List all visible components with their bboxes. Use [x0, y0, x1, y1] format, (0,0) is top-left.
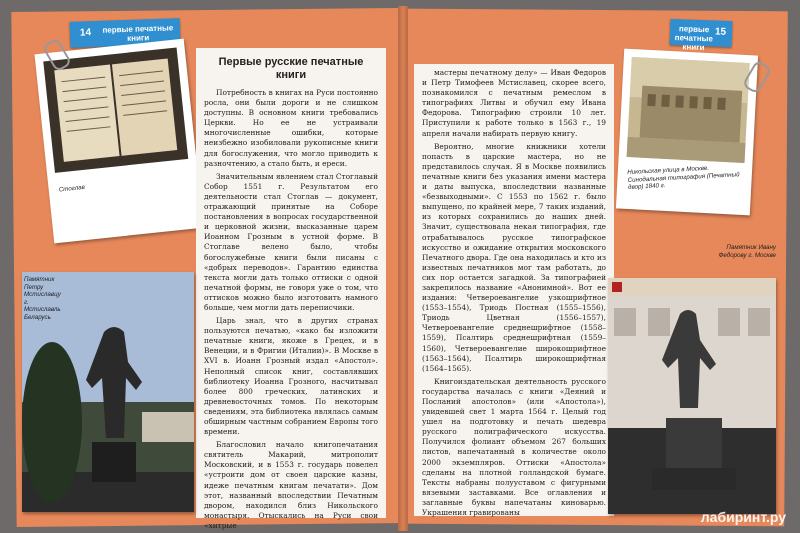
left-page-number: 14	[79, 27, 92, 39]
left-tab-title: первые печатные книги	[102, 23, 174, 43]
mstislavets-statue-photo	[22, 272, 194, 512]
site-watermark: лабиринт.ру	[700, 509, 786, 525]
monument-caption: Памятник Ивану Федорову г. Москве	[718, 244, 776, 259]
right-tab-title: первые печатные книги	[674, 24, 714, 53]
left-text-block	[196, 48, 386, 530]
nikolskaya-street-photo	[616, 49, 758, 216]
right-paragraph: мастеры печатному делу» — Иван Федоров и Петр Тимофеев Мстиславец, скорее всего, познакомился с печатным ремеслом в типографиях Литвы и обучил ему Ивана Федорова. Типографию строили 10 лет. Приступили к работе только в 1563 г., 19 апреля начали набирать первую книгу.	[422, 68, 606, 138]
left-paragraph: Значительным явлением стал Стоглавый Собор 1551 г. Результатом его деятельности стал Стоглав — документ, отражающий принятые на Соборе постановления в вопросах государственной и церковной жизни, высказанные царем Иоанном Грозным в устной форме. В Стоглаве велено было, чтобы богослужебные книги были писаны с «добрых переводов». Гарантию единства текста могли дать только оттиски с одной печатной формы, не говоря уже о том, что оттисков можно было изготовить намного больше, чем могли дать переписчики.	[204, 171, 378, 312]
book-gutter	[398, 6, 408, 531]
monument-illustration	[608, 278, 776, 514]
right-paragraph: Вероятно, многие книжники хотели попасть в царские мастера, но не представилось случая. Я в Москве появились печатные книги без указания имени мастера и даты выпуска, впоследствии названные «безвыходными». С 1553 по 1562 г. было выпущено, по крайней мере, 7 таких изданий, из которых сохранились до наших дней. Значит, существовала некая типография, где отрабатывалось русское типографское искусство и ожидание открытия московского Печатного двора. Где она находилась и кто из известных печатников мог там работать, до сих пор остается загадкой. За типографией закрепилось название «Анонимной». Вот ее издания: Четвероевангелие узкошрифтное (1553–1554), Триодь Постная (1555–1556), Триодь Цветная (1556–1557), Четвероевангелие среднешрифтное (1558–1559), Псалтирь среднешрифтная (1559–1560), Четвероевангелие широкошрифтное (1563–1564), Псалтирь широкошрифтная (1564–1565).	[422, 141, 606, 373]
left-paragraph: Потребность в книгах на Руси постоянно росла, они были дороги и не слишком доступны. В основном книги требовались Церкви. Но ее не устраивали многочисленные ошибки, которые неизбежно изобиловали рукописные книги для богослужения, что могло приводить к разночтению, а стало быть, и ереси.	[204, 88, 378, 168]
left-paragraph: Благословил начало книгопечатания святитель Макарий, митрополит Московский, и в 1553 г. государь повелел «устроити дом от своея царские казны, идеже печатным книгам печатати». Дом этот, названный впоследствии Печатным двором, находился близ Никольского монастыря. Отыскались на Руси свои «хитрые	[204, 440, 378, 530]
right-page-tab	[670, 19, 733, 53]
street-caption: Никольская улица в Москве. Синодальная типография (Печатный двор) 1840 г.	[627, 164, 740, 192]
article-heading: Первые русские печатные книги	[218, 56, 364, 81]
stoglav-caption: Стоглав	[58, 183, 86, 194]
right-text-block	[414, 64, 614, 516]
right-paragraph: Книгоиздательская деятельность русского государства началась с книги «Деяний и Посланий апостолов» (или «Апостола»), увидевшей свет 1 марта 1564 г. Целый год ушел на подготовку и печать шедевра русского полиграфического искусства. Получился фолиант объемом 267 больших листов, напечатанный в количестве около 2000 экземпляров. Оттиски «Апостола» сделаны на плотной голландской бумаге. Тексты набраны полууставом с фигурными вязевыми заставками. Все оглавления и заглавные буквы напечатаны киноварью. Украшения гравированы	[422, 376, 606, 518]
statue-caption: Памятник Петру Мстиславцу г. Мстиславль Беларусь	[24, 276, 61, 321]
right-page-number: 15	[714, 26, 727, 38]
left-paragraph: Царь знал, что в других странах пользуются печатью, «како бы изложити печатные книги, якоже в Грецех, и в Венеции, и в Фригии (Италии)». В Москве в XVI в. Иоанн Грозный издал «Апостол». Неполный список книг, составлявших библиотеку Иоанна Грозного, насчитывал более 800 греческих, латинских и древневосточных томов. По некоторым сведениям, эта библиотека являлась самым обширным частным собранием Европы того времени.	[204, 316, 379, 437]
fedorov-monument-photo	[608, 278, 776, 514]
